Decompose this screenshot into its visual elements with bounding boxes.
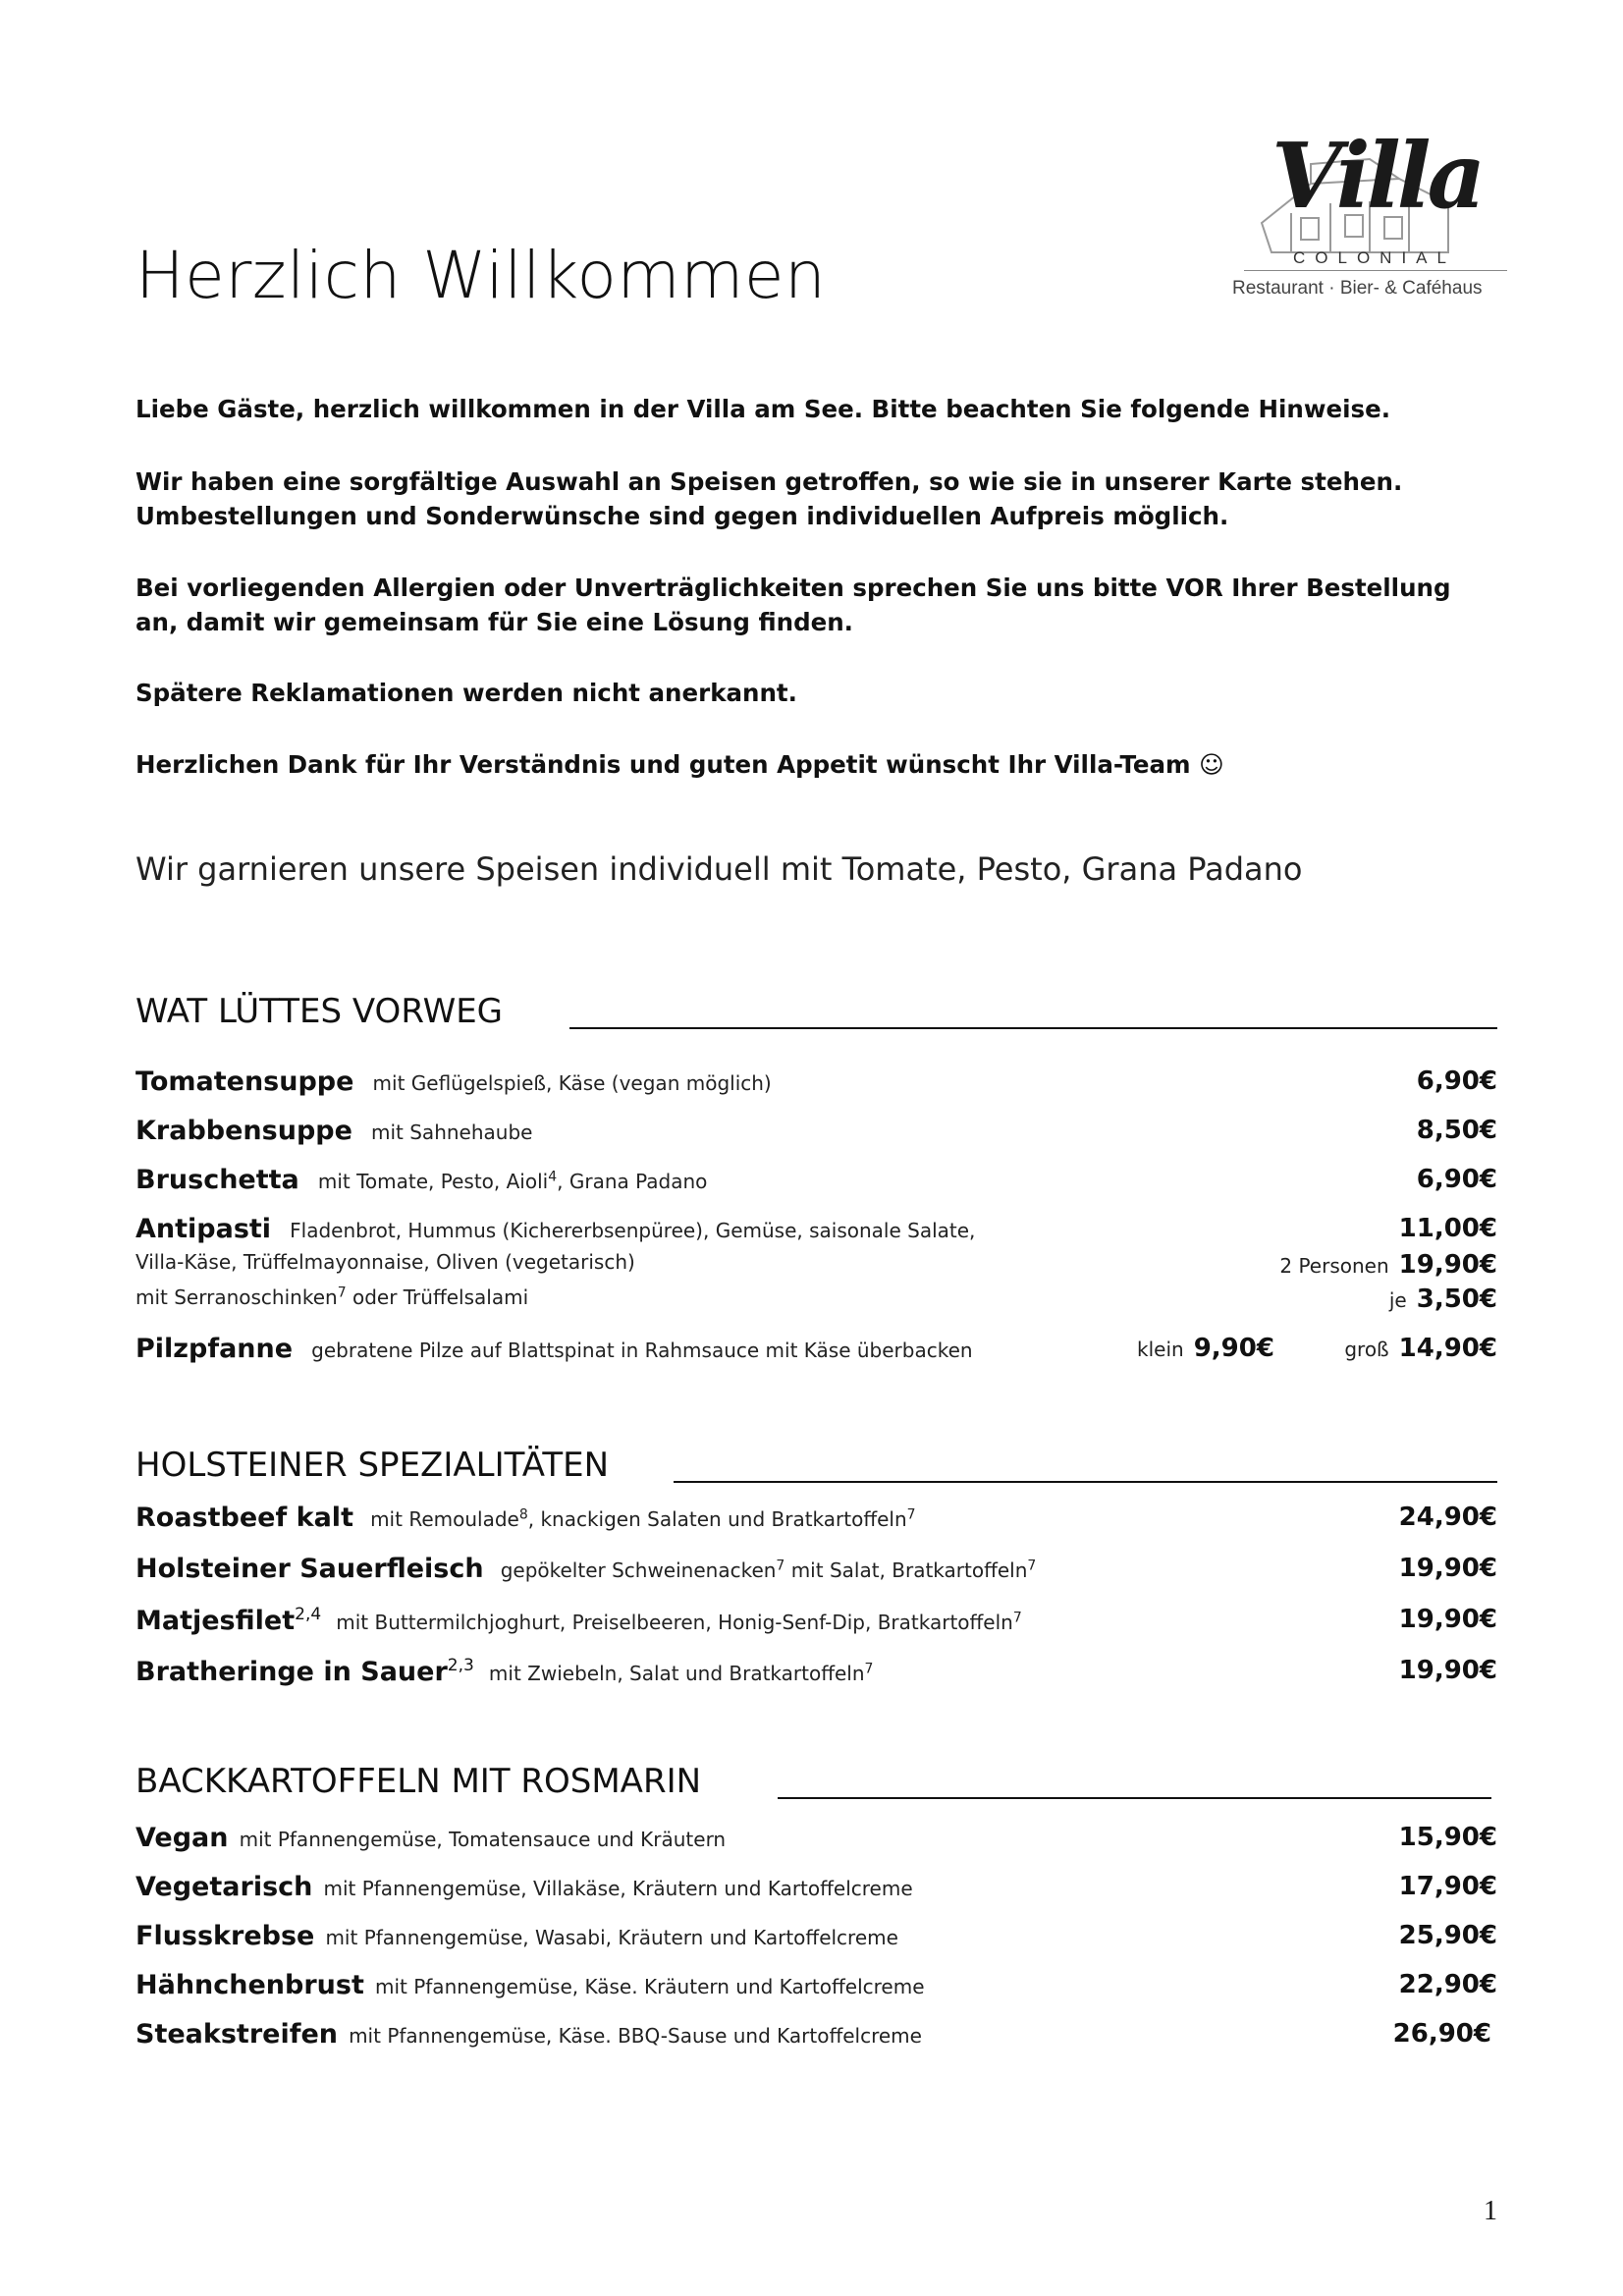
menu-item	[135, 1605, 1497, 1640]
dish-description: mit Pfannengemüse, Wasabi, Kräutern und Kartoffelcreme	[325, 1926, 898, 1949]
dish-price: 24,90€	[1398, 1503, 1497, 1532]
dish-name: Holsteiner Sauerfleisch	[135, 1554, 484, 1584]
dish-price: 25,90€	[1398, 1921, 1497, 1950]
dish-name: Tomatensuppe	[135, 1066, 354, 1097]
dish-name: Steakstreifen	[135, 2019, 338, 2050]
dish-price: 6,90€	[1416, 1066, 1497, 1096]
dish-price: 19,90€	[1398, 1554, 1497, 1583]
section-title-holsteiner: HOLSTEINER SPEZIALITÄTEN	[135, 1446, 610, 1485]
dish-price: 17,90€	[1398, 1872, 1497, 1901]
section-title-backkartoffeln: BACKKARTOFFELN MIT ROSMARIN	[135, 1762, 702, 1801]
intro-paragraph-4: Spätere Reklamationen werden nicht anerkannt.	[135, 679, 797, 707]
dish-description: gepökelter Schweinenacken$^7$ mit Salat, Bratkartoffeln$^7$	[500, 1558, 1037, 1582]
page-number: 1	[1484, 2196, 1497, 2226]
intro-paragraph-5: Herzlichen Dank für Ihr Verständnis und guten Appetit wünscht Ihr Villa-Team ☺	[135, 750, 1224, 779]
dish-description-line-3: mit Serranoschinken$^7$ oder Trüffelsalami	[135, 1285, 529, 1309]
section-title-vorweg: WAT LÜTTES VORWEG	[135, 992, 504, 1031]
menu-item	[135, 1872, 1497, 1907]
dish-name: Antipasti	[135, 1214, 272, 1244]
dish-price: 19,90€	[1398, 1656, 1497, 1685]
intro-paragraph-3-line-2: an, damit wir gemeinsam für Sie eine Lösung finden.	[135, 608, 853, 636]
menu-item	[135, 1656, 1497, 1691]
menu-item	[135, 2019, 1491, 2054]
logo-colonial-text: COLONIAL	[1293, 248, 1456, 267]
dish-description: mit Pfannengemüse, Tomatensauce und Kräutern	[239, 1828, 727, 1851]
dish-price-addon: je 3,50€	[1388, 1285, 1497, 1314]
section-rule-vorweg	[569, 1027, 1497, 1029]
dish-price: 26,90€	[1392, 2019, 1491, 2049]
dish-price: 15,90€	[1398, 1823, 1497, 1852]
dish-name: Krabbensuppe	[135, 1116, 352, 1146]
intro-paragraph-3-line-1: Bei vorliegenden Allergien oder Unverträglichkeiten sprechen Sie uns bitte VOR Ihrer Bestellung	[135, 574, 1451, 602]
dish-name: Bruschetta	[135, 1165, 299, 1195]
dish-price-2-persons: 2 Personen 19,90€	[1279, 1250, 1497, 1280]
intro-paragraph-1: Liebe Gäste, herzlich willkommen in der Villa am See. Bitte beachten Sie folgende Hinweise.	[135, 395, 1391, 423]
menu-item	[135, 1214, 1497, 1249]
dish-description: mit Buttermilchjoghurt, Preiselbeeren, Honig-Senf-Dip, Bratkartoffeln$^7$	[336, 1610, 1022, 1634]
logo-subtitle: Restaurant · Bier- & Caféhaus	[1232, 278, 1483, 299]
menu-item	[135, 1823, 1497, 1858]
dish-name: Bratheringe in Sauer$^{2,3}$	[135, 1656, 474, 1687]
dish-description: mit Remoulade$^8$, knackigen Salaten und Bratkartoffeln$^7$	[370, 1506, 916, 1531]
dish-price-large: groß 14,90€	[1344, 1334, 1497, 1363]
dish-description: mit Zwiebeln, Salat und Bratkartoffeln$^7$	[488, 1661, 874, 1685]
section-rule-holsteiner	[674, 1481, 1497, 1483]
section-rule-backkartoffeln	[778, 1797, 1491, 1799]
menu-item	[135, 1970, 1497, 2005]
intro-paragraph-2-line-1: Wir haben eine sorgfältige Auswahl an Speisen getroffen, so wie sie in unserer Karte stehen.	[135, 467, 1403, 496]
page-title: Herzlich Willkommen	[135, 238, 827, 313]
dish-name: Vegan	[135, 1823, 229, 1853]
dish-description: gebratene Pilze auf Blattspinat in Rahmsauce mit Käse überbacken	[311, 1339, 973, 1362]
menu-item	[135, 1921, 1497, 1956]
menu-item-extra-line	[135, 1250, 1497, 1285]
dish-description: mit Sahnehaube	[371, 1121, 533, 1144]
dish-price: 8,50€	[1416, 1116, 1497, 1145]
menu-item	[135, 1165, 1497, 1200]
menu-item	[135, 1503, 1497, 1538]
intro-paragraph-2-line-2: Umbestellungen und Sonderwünsche sind gegen individuellen Aufpreis möglich.	[135, 502, 1229, 530]
dish-name: Flusskrebse	[135, 1921, 315, 1951]
menu-item	[135, 1066, 1497, 1102]
dish-description: mit Geflügelspieß, Käse (vegan möglich)	[372, 1071, 772, 1095]
dish-description: mit Pfannengemüse, Käse. Kräutern und Kartoffelcreme	[374, 1975, 925, 1998]
dish-price: 22,90€	[1398, 1970, 1497, 1999]
dish-name: Pilzpfanne	[135, 1334, 294, 1364]
dish-name: Matjesfilet$^{2,4}$	[135, 1605, 322, 1636]
menu-item	[135, 1116, 1497, 1151]
dish-name: Hähnchenbrust	[135, 1970, 364, 2000]
menu-item	[135, 1554, 1497, 1589]
garnish-note: Wir garnieren unsere Speisen individuell mit Tomate, Pesto, Grana Padano	[135, 850, 1303, 888]
dish-name: Vegetarisch	[135, 1872, 313, 1902]
dish-price: 11,00€	[1398, 1214, 1497, 1243]
dish-description: mit Pfannengemüse, Käse. BBQ-Sause und Kartoffelcreme	[349, 2024, 922, 2048]
dish-name: Roastbeef kalt	[135, 1503, 353, 1533]
dish-description: mit Tomate, Pesto, Aioli$^4$, Grana Padano	[317, 1169, 708, 1193]
dish-price: 19,90€	[1398, 1605, 1497, 1634]
dish-price-small: klein 9,90€	[1137, 1334, 1274, 1363]
menu-item-extra-line	[135, 1285, 1497, 1320]
dish-description-line-2: Villa-Käse, Trüffelmayonnaise, Oliven (vegetarisch)	[135, 1250, 635, 1274]
menu-item	[135, 1334, 1497, 1369]
restaurant-logo	[1232, 123, 1507, 314]
dish-description: Fladenbrot, Hummus (Kichererbsenpüree), Gemüse, saisonale Salate,	[290, 1219, 976, 1242]
logo-divider	[1244, 270, 1507, 271]
dish-price: 6,90€	[1416, 1165, 1497, 1194]
logo-script-text: Villa	[1271, 123, 1483, 229]
dish-description: mit Pfannengemüse, Villakäse, Kräutern und Kartoffelcreme	[323, 1877, 913, 1900]
